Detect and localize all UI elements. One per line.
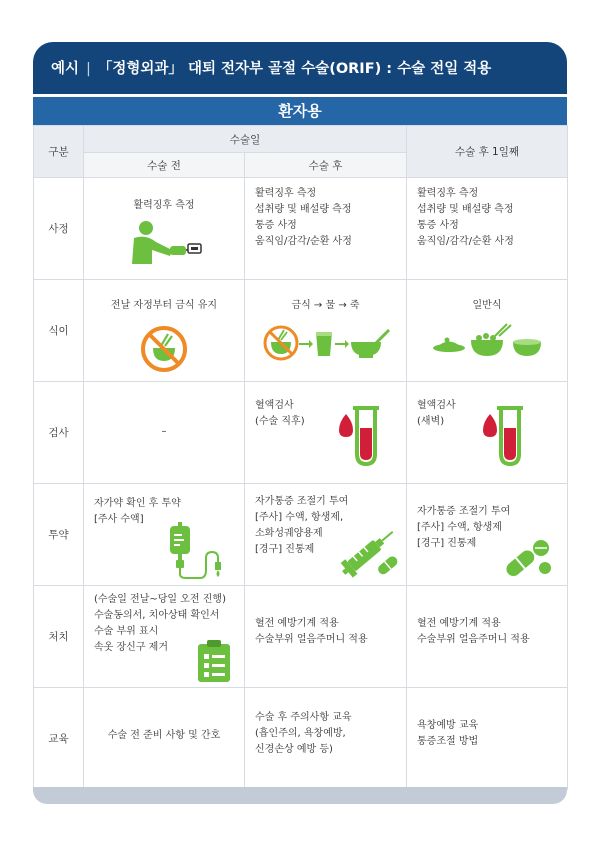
blood-test-tube-icon [335, 402, 385, 468]
cell-before [84, 280, 245, 382]
row-category: 사정 [34, 178, 84, 280]
header-banner [33, 42, 567, 94]
cell-line: (새벽) [417, 416, 445, 427]
care-plan-table [33, 125, 568, 790]
cell-day1 [407, 586, 568, 688]
cell-line: 수술 전 준비 사항 및 간호 [107, 730, 221, 741]
header-title-line [51, 57, 491, 78]
cell-day1 [407, 178, 568, 280]
cell-line: 활력징후 측정 [255, 188, 317, 199]
clipboard-checklist-icon [196, 638, 232, 684]
meal-progression-icon [263, 324, 393, 362]
table-row [34, 280, 568, 382]
no-food-icon [139, 324, 189, 374]
cell-line: 전날 자정부터 금식 유지 [110, 300, 218, 311]
table-row [34, 688, 568, 790]
patient-section-title: 환자용 [33, 97, 567, 125]
table-row [34, 484, 568, 586]
row-category: 식이 [34, 280, 84, 382]
cell-day1 [407, 484, 568, 586]
cell-line: 자가통증 조절기 투여 [417, 506, 511, 517]
header-separator: | [86, 61, 91, 77]
cell-before [84, 178, 245, 280]
row-category: 검사 [34, 382, 84, 484]
cell-line: 혈액검사 [255, 400, 294, 411]
row-category: 처치 [34, 586, 84, 688]
page-title: 「정형외과」 대퇴 전자부 골절 수술(ORIF) : 수술 전일 적용 [97, 61, 492, 77]
column-header-surgery-day: 수술일 [84, 126, 407, 153]
cell-line: 수술 부위 표시 [94, 626, 159, 637]
cell-after [245, 178, 407, 280]
cell-line: (수술일 전날~당일 오전 진행) [94, 594, 226, 605]
cell-line: 수술 후 주의사항 교육 [255, 712, 352, 723]
cell-line: 혈전 예방기계 적용 [417, 618, 501, 629]
cell-line: 소화성궤양용제 [255, 528, 323, 539]
column-header-before: 수술 전 [84, 153, 245, 178]
cell-line: 통증 사정 [255, 220, 297, 231]
cell-line: – [161, 426, 167, 437]
cell-line: [경구] 진통제 [255, 544, 315, 555]
blood-pressure-icon [128, 220, 204, 266]
column-header-day1: 수술 후 1일째 [407, 126, 568, 178]
cell-line: 수술부위 얼음주머니 적용 [255, 634, 368, 645]
column-header-after: 수술 후 [245, 153, 407, 178]
cell-before [84, 688, 245, 790]
care-plan-card [33, 42, 567, 804]
table-row [34, 178, 568, 280]
cell-before [84, 484, 245, 586]
cell-after [245, 586, 407, 688]
syringe-icon [335, 528, 405, 578]
cell-line: [경구] 진통제 [417, 538, 477, 549]
cell-line: 금식 → 물 → 죽 [291, 300, 360, 311]
example-label: 예시 [51, 61, 80, 77]
cell-line: 섭취량 및 배설량 측정 [255, 204, 352, 215]
cell-line: [주사] 수액, 항생제, [255, 512, 344, 523]
cell-line: (흡인주의, 욕창예방, [255, 728, 346, 739]
column-header-category: 구분 [34, 126, 84, 178]
cell-line: 움직임/감각/순환 사정 [417, 236, 514, 247]
iv-bag-icon [166, 522, 228, 580]
row-category: 교육 [34, 688, 84, 790]
cell-line: 속옷 장신구 제거 [94, 642, 168, 653]
cell-line: (수술 직후) [255, 416, 305, 427]
table-row [34, 382, 568, 484]
cell-line: 혈전 예방기계 적용 [255, 618, 339, 629]
cell-line: 수술부위 얼음주머니 적용 [417, 634, 530, 645]
regular-meal-icon [429, 322, 547, 362]
cell-after [245, 382, 407, 484]
cell-line: 자가약 확인 후 투약 [94, 498, 181, 509]
table-row [34, 586, 568, 688]
cell-line: 움직임/감각/순환 사정 [255, 236, 352, 247]
cell-line: 활력징후 측정 [417, 188, 479, 199]
cell-line: 통증조절 방법 [417, 736, 479, 747]
cell-day1 [407, 382, 568, 484]
cell-line: 수술동의서, 치아상태 확인서 [94, 610, 220, 621]
cell-before [84, 586, 245, 688]
cell-day1 [407, 688, 568, 790]
cell-after [245, 484, 407, 586]
table-header-row [34, 126, 568, 153]
cell-line: 혈액검사 [417, 400, 456, 411]
cell-line: 섭취량 및 배설량 측정 [417, 204, 514, 215]
cell-before [84, 382, 245, 484]
cell-line: 자가통증 조절기 투여 [255, 496, 349, 507]
cell-line: 신경손상 예방 등) [255, 744, 333, 755]
cell-day1 [407, 280, 568, 382]
blood-test-tube-icon [479, 402, 529, 468]
cell-line: 일반식 [472, 300, 502, 311]
cell-after [245, 280, 407, 382]
cell-line: [주사 수액] [94, 514, 144, 525]
row-category: 투약 [34, 484, 84, 586]
cell-line: 활력징후 측정 [133, 200, 195, 211]
footer-bar [33, 787, 567, 804]
cell-line: [주사] 수액, 항생제 [417, 522, 502, 533]
pill-icon [503, 536, 553, 582]
cell-line: 통증 사정 [417, 220, 459, 231]
cell-after [245, 688, 407, 790]
cell-line: 욕창예방 교육 [417, 720, 479, 731]
